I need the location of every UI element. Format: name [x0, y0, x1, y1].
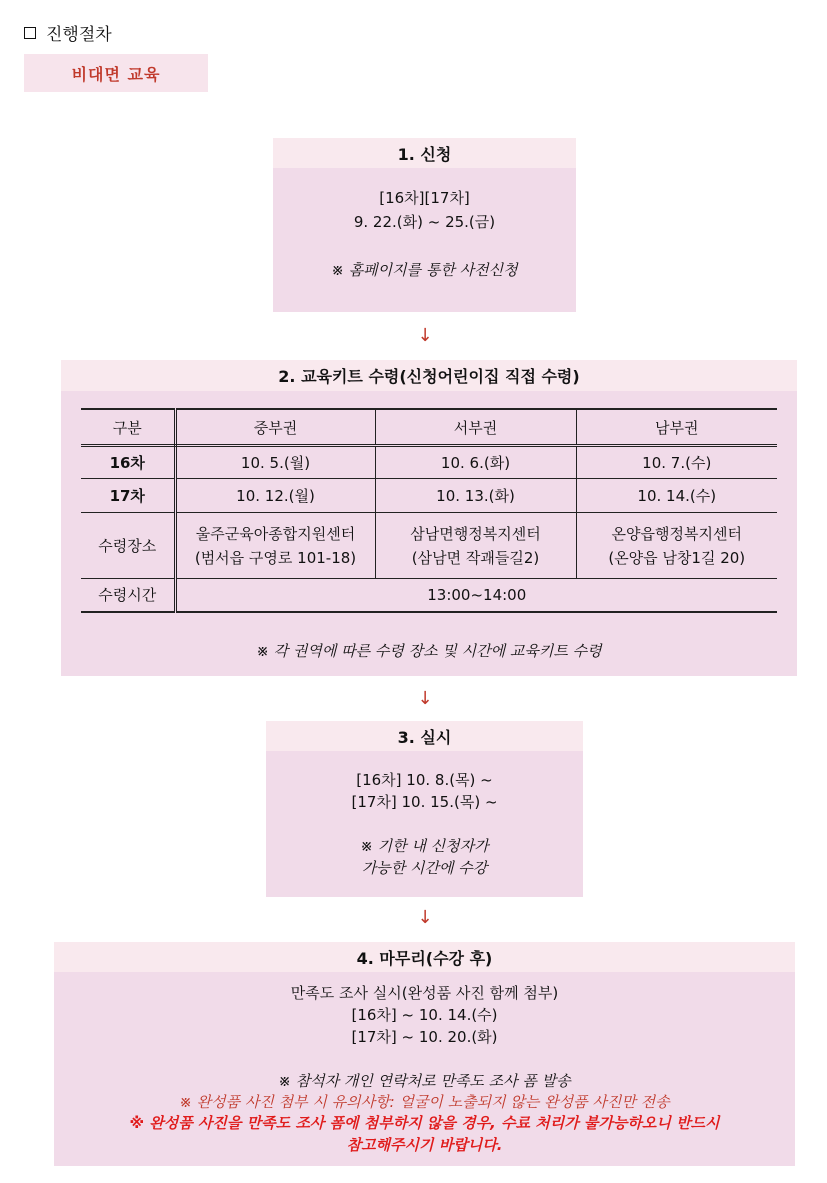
- section-title: 진행절차: [46, 25, 112, 45]
- place-name: 온양읍행정복지센터: [611, 524, 742, 543]
- arrow-down-icon: ↓: [417, 688, 433, 709]
- arrow-down-icon: ↓: [417, 907, 433, 928]
- step4-line3: [17차] ~ 10. 20.(화): [351, 1028, 498, 1046]
- step1-note: ※ 홈페이지를 통한 사전신청: [331, 261, 518, 279]
- row-label: 수령시간: [81, 579, 175, 612]
- table-cell: 10. 6.(화): [375, 446, 576, 479]
- table-cell: 10. 13.(화): [375, 479, 576, 513]
- place-name: 울주군육아종합지원센터: [195, 524, 356, 543]
- table-cell: 10. 12.(월): [175, 479, 375, 513]
- place-cell: [576, 513, 777, 579]
- table-cell: 10. 5.(월): [175, 446, 375, 479]
- step4-note1: ※ 참석자 개인 연락처로 만족도 조사 폼 발송: [278, 1072, 571, 1090]
- step4-note2: ※ 완성품 사진 첨부 시 유의사항: 얼굴이 노출되지 않는 완성품 사진만 전송: [179, 1093, 670, 1111]
- table-header-cell: 구분: [81, 409, 175, 446]
- table-header-cell: 서부권: [375, 409, 576, 446]
- step3-body: [266, 751, 583, 897]
- step1-line1: [16차][17차]: [379, 189, 470, 207]
- step3-line2: [17차] 10. 15.(목) ~: [351, 793, 498, 811]
- step3-title: 3. 실시: [266, 721, 583, 751]
- step4-line2: [16차] ~ 10. 14.(수): [351, 1006, 498, 1024]
- place-address: (온양읍 남창1길 20): [608, 548, 746, 567]
- time-cell: 13:00~14:00: [175, 579, 777, 612]
- place-cell: [375, 513, 576, 579]
- section-heading: [24, 20, 112, 45]
- place-address: (삼남면 작괘들길2): [411, 548, 540, 567]
- table-row: [81, 513, 777, 579]
- step4-title: 4. 마무리(수강 후): [54, 942, 795, 972]
- table-header-cell: 남부권: [576, 409, 777, 446]
- table-cell: 10. 7.(수): [576, 446, 777, 479]
- table-row: [81, 446, 777, 479]
- table-row: [81, 579, 777, 612]
- step3-note1: ※ 기한 내 신청자가: [360, 837, 489, 855]
- checkbox-bullet-icon: [24, 27, 36, 39]
- step4-line1: 만족도 조사 실시(완성품 사진 함께 첨부): [290, 984, 559, 1002]
- step1-line2: 9. 22.(화) ~ 25.(금): [353, 213, 496, 231]
- row-label: 16차: [81, 446, 175, 479]
- row-label: 수령장소: [81, 513, 175, 579]
- step1-body: [273, 168, 576, 312]
- place-cell: [175, 513, 375, 579]
- place-name: 삼남면행정복지센터: [410, 524, 541, 543]
- step3-line1: [16차] 10. 8.(목) ~: [356, 771, 493, 789]
- step2-title: 2. 교육키트 수령(신청어린이집 직접 수령): [61, 360, 797, 391]
- table-header-row: [81, 409, 777, 446]
- step4-note3: ※ 완성품 사진을 만족도 조사 폼에 첨부하지 않을 경우, 수료 처리가 불가능하오니 반드시: [129, 1114, 720, 1132]
- kit-table: [81, 408, 777, 613]
- step1-title: 1. 신청: [273, 138, 576, 168]
- step4-note4: 참고해주시기 바랍니다.: [346, 1136, 503, 1154]
- step2-note: ※ 각 권역에 따른 수령 장소 및 시간에 교육키트 수령: [256, 642, 602, 660]
- step4-body: [54, 972, 795, 1166]
- step3-note2: 가능한 시간에 수강: [361, 859, 488, 877]
- table-cell: 10. 14.(수): [576, 479, 777, 513]
- table-header-cell: 중부권: [175, 409, 375, 446]
- row-label: 17차: [81, 479, 175, 513]
- arrow-down-icon: ↓: [417, 325, 433, 346]
- place-address: (범서읍 구영로 101-18): [194, 548, 357, 567]
- table-row: [81, 479, 777, 513]
- mode-badge: 비대면 교육: [24, 54, 208, 92]
